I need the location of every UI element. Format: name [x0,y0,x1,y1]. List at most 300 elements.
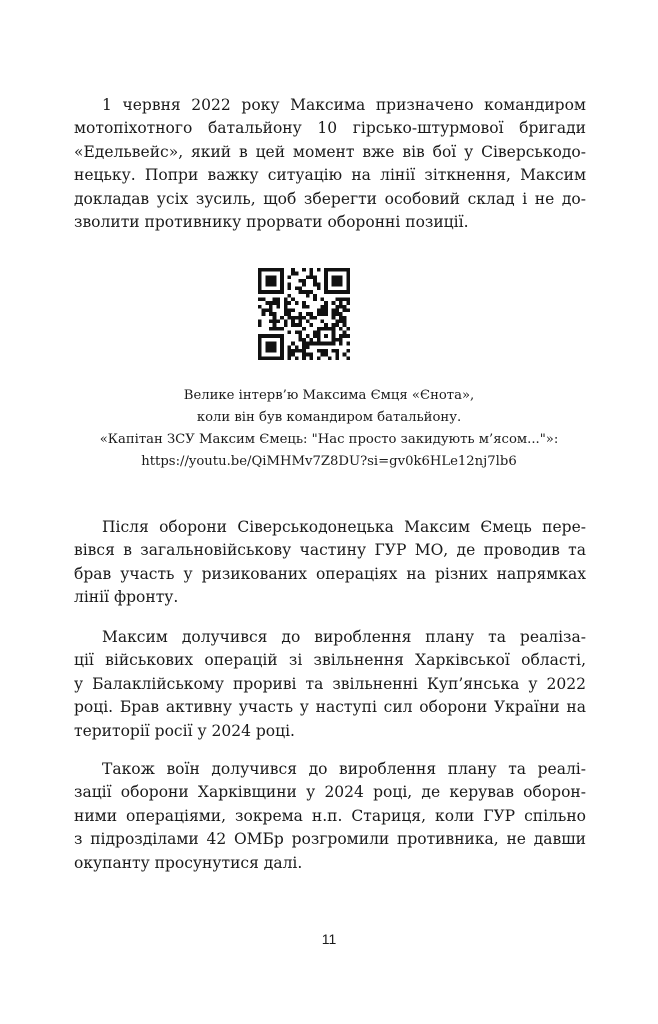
qr-module [287,275,291,279]
qr-module [280,290,284,294]
qr-module [302,327,306,331]
qr-module [310,342,314,346]
qr-module [273,268,277,272]
qr-module [280,334,284,338]
qr-module [346,290,350,294]
qr-module [276,327,280,331]
qr-module [324,301,328,305]
page-number: 11 [321,931,337,947]
qr-module [321,349,325,353]
qr-module [332,316,336,320]
qr-module [306,334,310,338]
qr-module [291,316,295,320]
qr-module [269,356,273,360]
qr-module [317,356,321,360]
qr-module [291,342,295,346]
qr-module [284,323,288,327]
qr-module [332,338,336,342]
qr-module [291,268,295,272]
qr-module [306,320,310,324]
qr-module [269,268,273,272]
qr-module [273,320,277,324]
qr-module [280,345,284,349]
qr-module [265,290,269,294]
qr-module [258,279,262,283]
qr-module [321,342,325,346]
qr-module [335,268,339,272]
qr-module [298,286,302,290]
text-line: Також воїн долучився до вироблення плану та реалі- [102,760,586,778]
qr-module [269,320,273,324]
qr-module [276,297,280,301]
qr-module [273,301,277,305]
qr-module [346,308,350,312]
qr-module [258,272,262,276]
qr-module [339,327,343,331]
qr-module [332,312,336,316]
qr-module [302,353,306,357]
qr-module [339,338,343,342]
text-line: «Едельвейс», який в цей момент вже вів бої у Сіверськодо- [74,142,586,161]
qr-module [298,323,302,327]
qr-module [269,290,273,294]
qr-module [258,345,262,349]
caption-line: Велике інтерв’ю Максима Ємця «Єнота», [183,388,475,403]
qr-module [280,275,284,279]
text-line: брав участь у ризикованих операціях на різних напрямках [74,564,586,583]
qr-module [287,312,291,316]
qr-module [313,342,317,346]
qr-module [265,345,269,349]
qr-module [302,338,306,342]
qr-module [339,312,343,316]
qr-module [273,356,277,360]
qr-module [332,279,336,283]
qr-module [273,334,277,338]
qr-module [291,353,295,357]
qr-module [335,338,339,342]
qr-module [287,345,291,349]
qr-module [302,279,306,283]
qr-module [339,290,343,294]
qr-module [324,327,328,331]
qr-module [258,290,262,294]
qr-module [269,301,273,305]
qr-module [265,356,269,360]
qr-module [313,297,317,301]
qr-module [262,334,266,338]
qr-module [324,272,328,276]
qr-module [295,286,299,290]
qr-module [332,275,336,279]
qr-module [346,283,350,287]
qr-module [317,268,321,272]
qr-module [346,268,350,272]
qr-module [343,331,347,335]
qr-module [335,279,339,283]
qr-module [313,275,317,279]
qr-module [258,320,262,324]
qr-module [324,279,328,283]
qr-module [310,353,314,357]
qr-module [306,345,310,349]
qr-module [302,268,306,272]
qr-module [317,338,321,342]
qr-module [313,294,317,298]
qr-module [346,327,350,331]
qr-module [273,279,277,283]
qr-module [324,353,328,357]
qr-module [332,342,336,346]
qr-module [276,305,280,309]
qr-module [328,268,332,272]
qr-module [265,279,269,283]
text-line: ними операціями, зокрема н.п. Стариця, коли ГУР спільно [74,806,586,825]
qr-module [339,320,343,324]
qr-module [280,338,284,342]
qr-module [262,356,266,360]
qr-module [298,290,302,294]
qr-module [335,283,339,287]
qr-module [310,312,314,316]
qr-module [298,331,302,335]
qr-module [332,283,336,287]
qr-module [280,283,284,287]
qr-module [291,272,295,276]
text-line: році. Брав активну участь у наступі сил оборони України на [74,698,586,717]
text-line: лінії фронту. [74,588,179,607]
qr-module [339,334,343,338]
qr-module [324,334,328,338]
qr-module [339,279,343,283]
qr-module [335,349,339,353]
qr-module [346,275,350,279]
qr-module [335,290,339,294]
qr-module [332,308,336,312]
qr-module [269,345,273,349]
qr-module [324,275,328,279]
qr-module [346,286,350,290]
qr-module [317,312,321,316]
qr-module [346,279,350,283]
qr-module [313,279,317,283]
qr-module [258,349,262,353]
qr-module [273,275,277,279]
qr-module [302,283,306,287]
qr-module [269,342,273,346]
qr-module [265,275,269,279]
qr-module [302,290,306,294]
caption-line: коли він був командиром батальйону. [196,410,462,425]
qr-module [265,349,269,353]
qr-module [335,323,339,327]
qr-module [295,272,299,276]
qr-module [346,334,350,338]
qr-module [332,323,336,327]
qr-module [287,286,291,290]
qr-module [310,268,314,272]
qr-module [310,338,314,342]
qr-module [269,334,273,338]
qr-module [284,320,288,324]
qr-module [295,316,299,320]
qr-module [324,268,328,272]
text-line: вівся в загальновійськову частину ГУР МО, де проводив та [74,541,586,560]
qr-module [343,334,347,338]
qr-module [287,349,291,353]
qr-module [317,327,321,331]
qr-module [298,316,302,320]
qr-module [298,320,302,324]
qr-module [310,275,314,279]
qr-module [328,356,332,360]
qr-module [339,301,343,305]
qr-module [343,353,347,357]
qr-module [262,308,266,312]
qr-module [346,297,350,301]
qr-module [291,297,295,301]
qr-module [321,312,325,316]
qr-module [258,323,262,327]
qr-module [269,305,273,309]
qr-module [302,342,306,346]
qr-module [265,283,269,287]
text-line: Після оборони Сіверськодонецька Максим Ємець пере- [102,518,586,536]
qr-module [276,301,280,305]
text-line: ції військових операцій зі звільнення Харківської області, [74,651,586,670]
qr-module [258,342,262,346]
text-line: у Балаклійському прориві та звільненні Куп’янська у 2022 [74,674,586,693]
qr-module [291,308,295,312]
qr-module [269,279,273,283]
qr-module [335,308,339,312]
video-link[interactable]: https://youtu.be/QiMHMv7Z8DU?si=gv0k6HLe12nj7lb6 [141,454,517,469]
qr-module [295,323,299,327]
qr-module [284,308,288,312]
qr-module [258,338,262,342]
qr-module [339,342,343,346]
text-line: мотопіхотного батальйону 10 гірсько-штурмової бригади [74,119,586,138]
qr-code-icon[interactable] [258,268,350,360]
qr-module [313,334,317,338]
qr-module [317,349,321,353]
qr-module [306,290,310,294]
qr-module [276,268,280,272]
qr-module [321,308,325,312]
qr-module [343,323,347,327]
qr-module [258,283,262,287]
qr-module [324,342,328,346]
qr-module [339,316,343,320]
qr-module [302,316,306,320]
qr-module [287,353,291,357]
qr-module [291,320,295,324]
qr-module [287,301,291,305]
qr-module [335,356,339,360]
qr-module [346,356,350,360]
qr-module [273,345,277,349]
qr-module [273,283,277,287]
qr-module [339,283,343,287]
qr-module [306,312,310,316]
qr-module [346,342,350,346]
qr-module [298,334,302,338]
qr-module [310,290,314,294]
qr-module [302,345,306,349]
qr-module [280,268,284,272]
paragraph-kharkiv-defense [74,758,586,875]
qr-module [265,308,269,312]
qr-module [258,297,262,301]
qr-module [273,297,277,301]
qr-module [280,353,284,357]
qr-module [324,349,328,353]
qr-module [324,323,328,327]
qr-module [335,312,339,316]
text-line: зволити противнику прорвати оборонні позиції. [74,213,469,232]
qr-module [280,356,284,360]
text-line: з підрозділами 42 ОМБр розгромили противника, не давши [74,830,586,849]
qr-module [321,297,325,301]
qr-module [321,320,325,324]
qr-module [332,327,336,331]
qr-module [258,334,262,338]
qr-module [269,312,273,316]
qr-module [321,327,325,331]
qr-module [339,275,343,279]
qr-module [324,286,328,290]
qr-module [339,305,343,309]
qr-module [343,268,347,272]
qr-module [258,286,262,290]
qr-module [339,268,343,272]
qr-module [310,316,314,320]
qr-module [302,349,306,353]
qr-module [276,290,280,294]
qr-module [321,305,325,309]
qr-module [287,294,291,298]
text-line: нецьку. Попри важку ситуацію на лінії зіткнення, Максим [74,166,586,185]
qr-module [269,275,273,279]
qr-module [346,349,350,353]
qr-module [306,305,310,309]
qr-module [332,331,336,335]
qr-module [273,349,277,353]
qr-module [284,301,288,305]
qr-module [262,312,266,316]
qr-module [313,283,317,287]
qr-module [343,308,347,312]
qr-module [280,286,284,290]
qr-module [324,312,328,316]
qr-module [343,320,347,324]
text-line: території росії у 2024 році. [74,721,295,740]
qr-module [280,327,284,331]
qr-module [280,279,284,283]
qr-module [324,283,328,287]
qr-module [324,308,328,312]
qr-module [298,338,302,342]
text-line: окупанту просунутися далі. [74,853,303,872]
qr-module [328,342,332,346]
qr-module [258,356,262,360]
qr-module [262,268,266,272]
text-line: зації оборони Харківщини у 2024 році, де керував оборон- [74,783,586,802]
qr-module [295,331,299,335]
qr-module [284,305,288,309]
qr-module [265,301,269,305]
qr-module [317,342,321,346]
qr-module [317,334,321,338]
qr-module [317,308,321,312]
qr-module [280,349,284,353]
qr-module [291,349,295,353]
text-line: докладав усіх зусиль, щоб зберегти особовий склад і не до- [74,189,586,208]
qr-module [306,342,310,346]
qr-module [269,283,273,287]
qr-module [306,275,310,279]
qr-module [332,301,336,305]
qr-module [269,327,273,331]
qr-module [269,349,273,353]
qr-module [310,323,314,327]
qr-module [280,316,284,320]
qr-module [332,334,336,338]
qr-module [335,275,339,279]
qr-module [280,342,284,346]
paragraph-appointment [74,94,586,234]
qr-module [302,301,306,305]
qr-module [306,294,310,298]
qr-module [269,308,273,312]
qr-module [317,331,321,335]
qr-module [262,297,266,301]
qr-module [328,290,332,294]
qr-module [287,308,291,312]
qr-module [276,334,280,338]
qr-module [324,290,328,294]
qr-module [273,290,277,294]
qr-module [262,290,266,294]
caption-line: «Капітан ЗСУ Максим Ємець: "Нас просто закидують м’ясом..."»: [99,432,559,447]
qr-module [273,316,277,320]
qr-module [335,305,339,309]
qr-module [258,305,262,309]
qr-module [321,353,325,357]
qr-module [265,342,269,346]
text-line: 1 червня 2022 року Максима призначено командиром [102,96,586,114]
qr-module [346,301,350,305]
qr-module [332,268,336,272]
qr-module [298,279,302,283]
qr-module [258,268,262,272]
qr-module [295,345,299,349]
qr-module [265,268,269,272]
qr-module [265,334,269,338]
qr-module [302,305,306,309]
qr-module [291,323,295,327]
qr-module [298,312,302,316]
qr-module [273,342,277,346]
qr-module [276,356,280,360]
qr-module [287,331,291,335]
qr-module [302,356,306,360]
qr-module [317,283,321,287]
qr-module [328,327,332,331]
qr-module [287,283,291,287]
qr-module [284,312,288,316]
qr-module [306,353,310,357]
